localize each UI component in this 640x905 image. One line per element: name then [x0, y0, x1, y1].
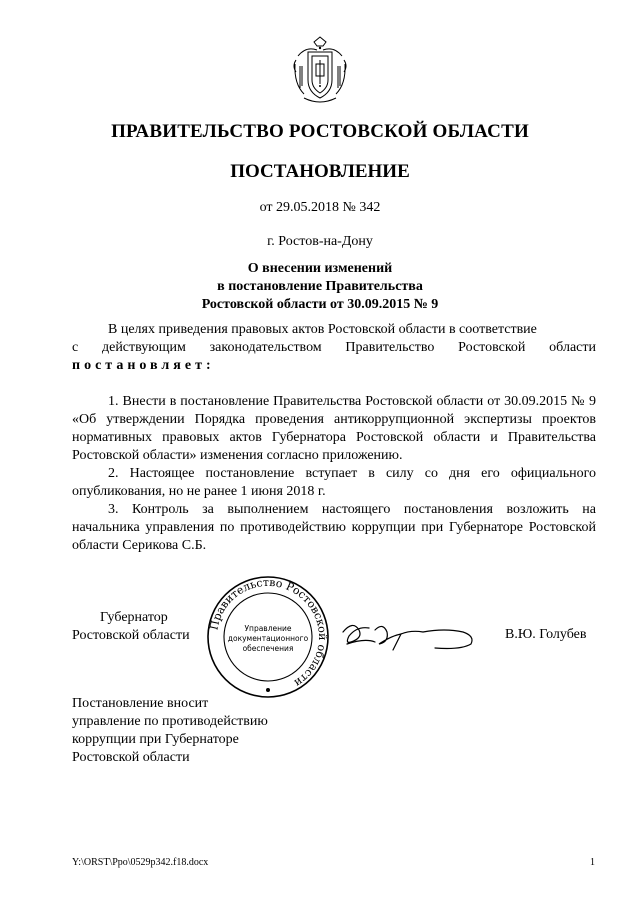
- document-date-number: от 29.05.2018 № 342: [259, 200, 381, 215]
- signatory-position: [72, 609, 190, 645]
- page-number: 1: [590, 857, 595, 868]
- document-type-title: ПОСТАНОВЛЕНИЕ: [230, 161, 410, 182]
- submitted-by-line: Ростовской области: [72, 750, 190, 765]
- decree-word: постановляет:: [72, 358, 215, 373]
- signatory-position-line: Ростовской области: [72, 628, 190, 643]
- decree-item-1: 1. Внести в постановление Правительства Ростовской области от 30.09.2015 № 9 «Об утверждении Порядка проведения антикоррупционной экспертизы проектов нормативных правовых актов Губернатора Ростовской области и Правительства Ростовской области» изменения согласно приложению.: [72, 394, 596, 463]
- decree-line: [72, 357, 596, 375]
- preamble-line: с действующим законодательством Правительство Ростовской области: [72, 340, 596, 355]
- decree-item-2: 2. Настоящее постановление вступает в силу со дня его официального опубликования, но не ранее 1 июня 2018 г.: [72, 466, 596, 499]
- organization-title: ПРАВИТЕЛЬСТВО РОСТОВСКОЙ ОБЛАСТИ: [111, 121, 529, 142]
- preamble-line: В целях приведения правовых актов Ростовской области в соответствие: [108, 322, 537, 337]
- document-subject: [0, 260, 640, 314]
- file-path: Y:\ORST\Ppo\0529p342.f18.docx: [72, 857, 209, 868]
- document-body: [72, 321, 596, 555]
- stamp-inner-line: Управление: [244, 624, 292, 633]
- official-stamp: [205, 574, 331, 700]
- coat-of-arms-emblem: [290, 36, 350, 106]
- stamp-inner-line: документационного: [227, 634, 309, 643]
- submitted-by-line: Постановление вносит: [72, 696, 209, 711]
- signatory-position-line: Губернатор: [100, 610, 168, 625]
- stamp-inner-line: обеспечения: [242, 644, 294, 653]
- subject-line: в постановление Правительства: [217, 279, 423, 294]
- submitted-by-line: управление по противодействию: [72, 714, 268, 729]
- stamp-outer-text: Правительство Ростовской области: [207, 575, 330, 690]
- subject-line: О внесении изменений: [247, 261, 393, 276]
- signatory-name: В.Ю. Голубев: [505, 627, 587, 642]
- subject-line: Ростовской области от 30.09.2015 № 9: [201, 297, 439, 312]
- handwritten-signature: [335, 612, 480, 657]
- decree-item-3: 3. Контроль за выполнением настоящего постановления возложить на начальника управления по противодействию коррупции при Губернаторе Ростовской области Серикова С.Б.: [72, 502, 596, 553]
- submitted-by-line: коррупции при Губернаторе: [72, 732, 239, 747]
- submitted-by-note: [72, 695, 268, 767]
- issuing-city: г. Ростов-на-Дону: [267, 234, 373, 249]
